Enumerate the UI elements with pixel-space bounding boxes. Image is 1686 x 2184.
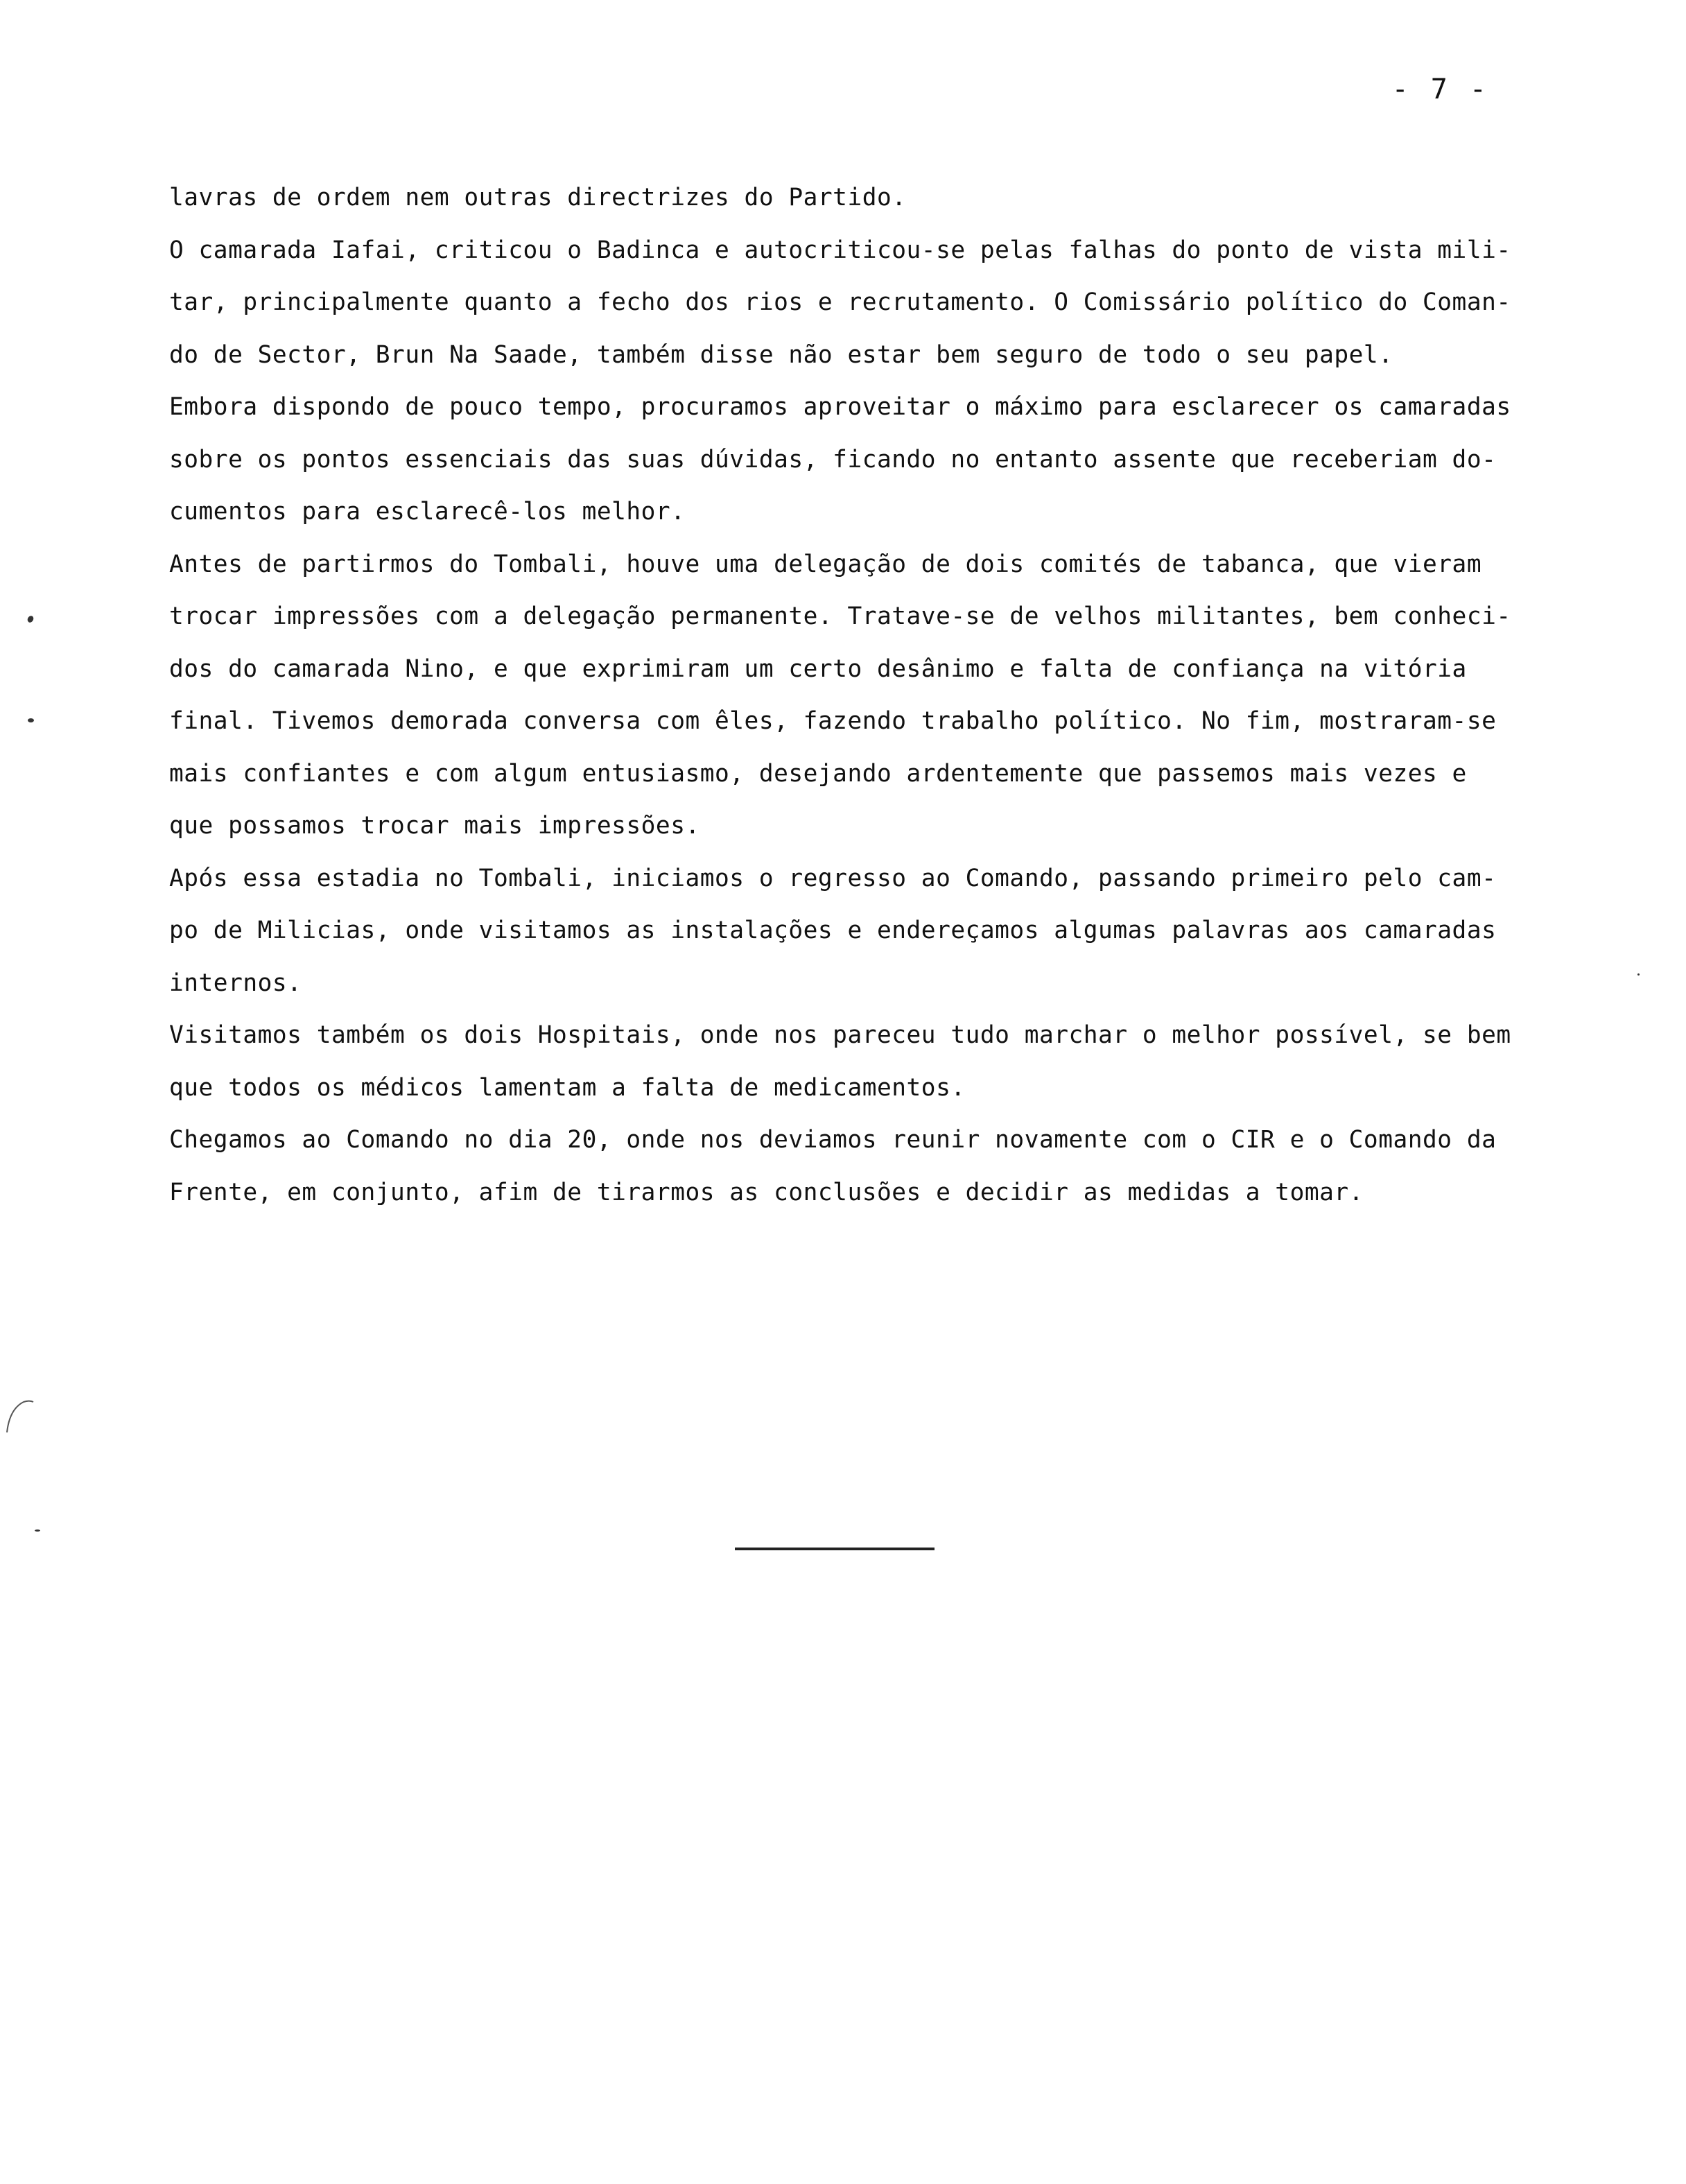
text-line: que possamos trocar mais impressões. — [169, 812, 700, 840]
text-line: mais confiantes e com algum entusiasmo, desejando ardentemente que passemos mais vezes e — [169, 759, 1467, 788]
body-text — [169, 172, 1660, 1219]
margin-speck — [26, 615, 35, 624]
text-line: dos do camarada Nino, e que exprimiram um certo desânimo e falta de confiança na vitória — [169, 655, 1467, 683]
text-line: Visitamos também os dois Hospitais, onde nos pareceu tudo marchar o melhor possível, se bem — [169, 1021, 1511, 1049]
text-line: O camarada Iafai, criticou o Badinca e autocriticou-se pelas falhas do ponto de vista mili- — [169, 236, 1511, 264]
margin-speck — [35, 1529, 40, 1532]
text-line: lavras de ordem nem outras directrizes do Partido. — [169, 184, 907, 211]
text-line: po de Milicias, onde visitamos as instalações e endereçamos algumas palavras aos camaradas — [169, 917, 1497, 944]
text-line: Frente, em conjunto, afim de tirarmos as conclusões e decidir as medidas a tomar. — [169, 1178, 1364, 1206]
text-line: Antes de partirmos do Tombali, houve uma delegação de dois comités de tabanca, que vieram — [169, 550, 1482, 578]
text-line: trocar impressões com a delegação permanente. Tratave-se de velhos militantes, bem conheci- — [169, 603, 1511, 630]
margin-speck — [28, 718, 34, 722]
text-line: tar, principalmente quanto a fecho dos rios e recrutamento. O Comissário político do Coman- — [169, 288, 1511, 316]
margin-speck — [1637, 973, 1640, 976]
text-line: sobre os pontos essenciais das suas dúvidas, ficando no entanto assente que receberiam do- — [169, 445, 1497, 474]
margin-pen-mark — [3, 1392, 37, 1434]
text-line: internos. — [169, 969, 302, 997]
closing-divider — [735, 1548, 935, 1550]
text-line: Após essa estadia no Tombali, iniciamos o regresso ao Comando, passando primeiro pelo cam- — [169, 864, 1497, 892]
text-line: Embora dispondo de pouco tempo, procuramos aproveitar o máximo para esclarecer os camaradas — [169, 393, 1511, 421]
text-line: cumentos para esclarecê-los melhor. — [169, 498, 686, 526]
text-line: do de Sector, Brun Na Saade, também disse não estar bem seguro de todo o seu papel. — [169, 340, 1393, 369]
page-number: - 7 - — [1391, 73, 1489, 105]
text-line: Chegamos ao Comando no dia 20, onde nos deviamos reunir novamente com o CIR e o Comando da — [169, 1126, 1497, 1154]
text-line: que todos os médicos lamentam a falta de medicamentos. — [169, 1073, 966, 1102]
text-line: final. Tivemos demorada conversa com êles, fazendo trabalho político. No fim, mostraram-se — [169, 707, 1497, 735]
